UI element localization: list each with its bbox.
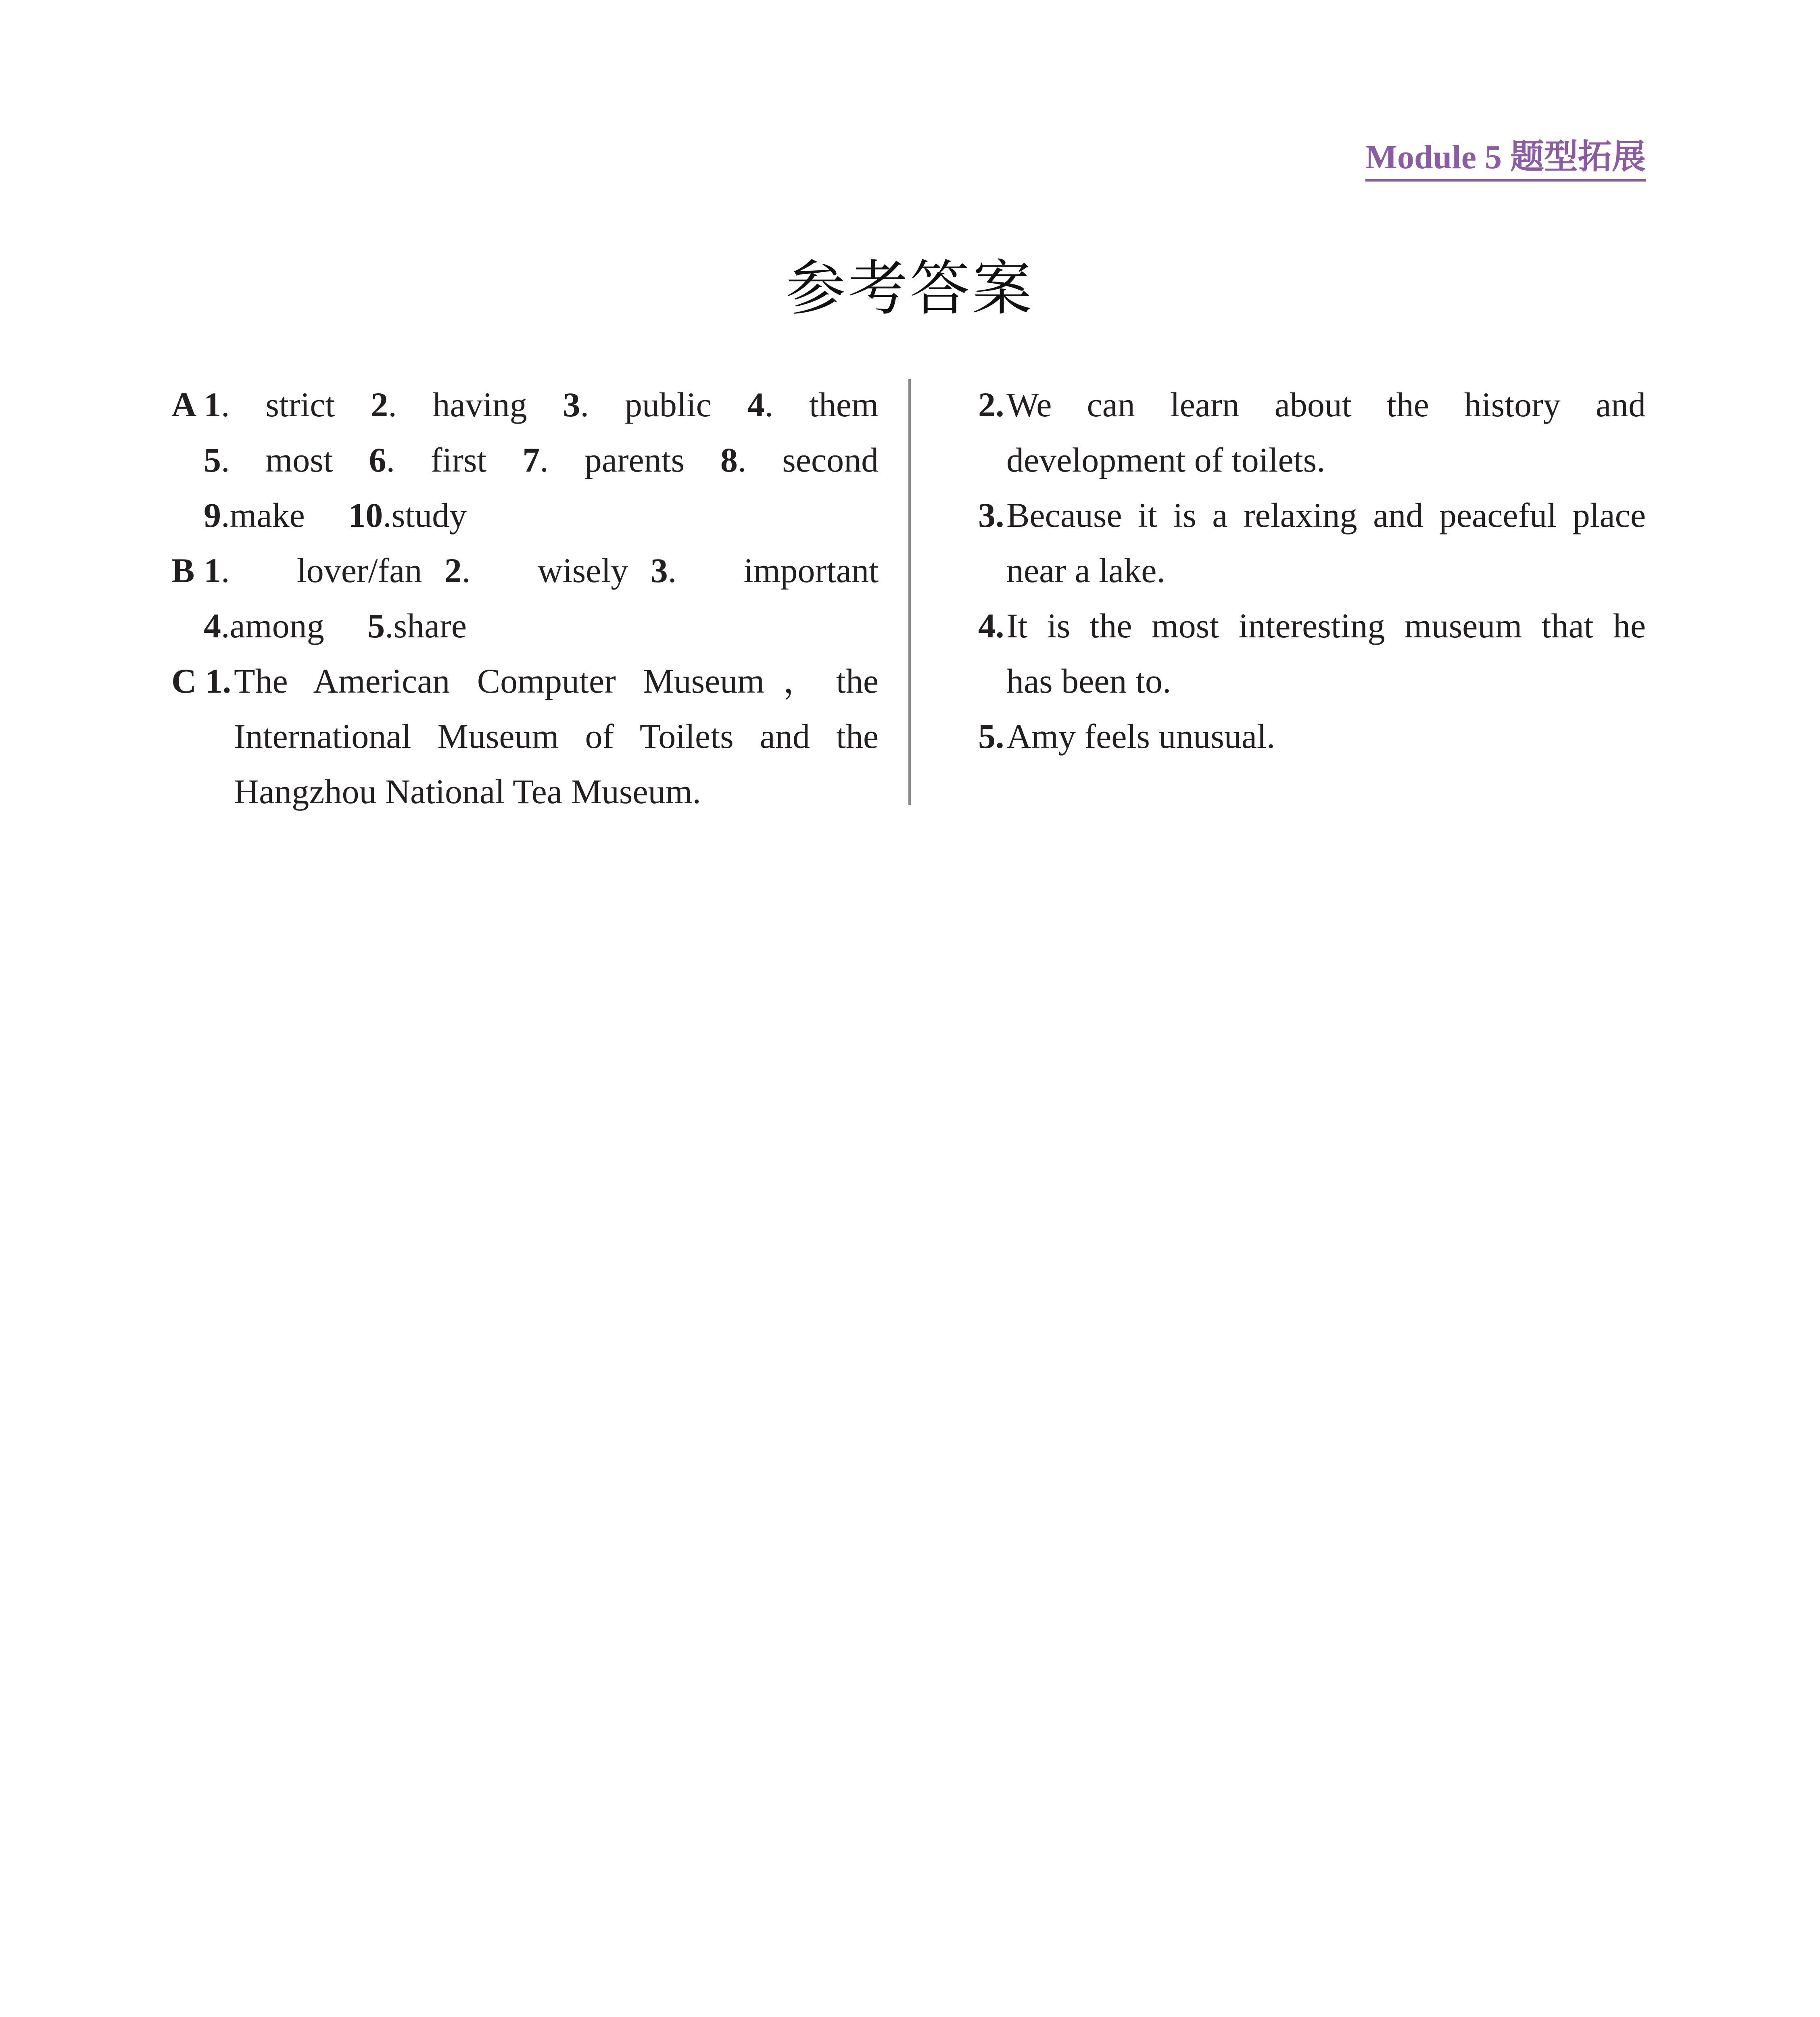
- module-label: Module 5 题型拓展: [1365, 137, 1646, 182]
- answer-item: 9.make: [204, 496, 305, 535]
- section-c-line-2: International Museum of Toilets and the: [234, 717, 879, 756]
- item-number: 3.: [978, 496, 1004, 535]
- section-a-line-3: [171, 488, 879, 543]
- answer-item: 6. first: [369, 441, 487, 479]
- answer-item: 2. having: [371, 385, 527, 424]
- section-a-line-2: [171, 432, 879, 488]
- left-column: [171, 377, 879, 819]
- answer-item: 1. strict: [204, 385, 335, 424]
- section-c-item-5-line-1: 5. Amy feels unusual.: [978, 709, 1646, 764]
- section-c-item-3-line-1: 3. Because it is a relaxing and peaceful place: [978, 488, 1646, 543]
- answer-item: 4. them: [747, 385, 879, 424]
- item-number: 2.: [978, 385, 1004, 424]
- page-title: 参考答案: [786, 254, 1034, 323]
- section-b-label: B: [171, 551, 195, 590]
- item-number: 5.: [978, 717, 1004, 756]
- section-c-item-2-line-2: development of toilets.: [1006, 441, 1325, 479]
- section-a-line-1: [171, 377, 879, 432]
- right-column: [978, 377, 1646, 764]
- section-c-line-1: C 1. The American Computer Museum，the: [171, 654, 879, 709]
- answer-item: 5.share: [367, 606, 467, 645]
- section-c-item-4-line-2: has been to.: [1006, 662, 1171, 700]
- answer-item: 1. lover/fan: [204, 551, 422, 590]
- section-b-line-2: [171, 598, 879, 654]
- answer-item: 4.among: [204, 606, 324, 645]
- answer-item: 3. public: [563, 385, 712, 424]
- section-b-line-1: [171, 543, 879, 598]
- answer-item: 2. wisely: [444, 551, 628, 590]
- section-c-item-2-line-1: 2. We can learn about the history and: [978, 377, 1646, 432]
- section-c-line-3: Hangzhou National Tea Museum.: [234, 772, 701, 811]
- answer-item: 3. important: [650, 551, 879, 590]
- item-number: 4.: [978, 606, 1004, 645]
- answer-item: 8. second: [720, 441, 879, 479]
- column-divider: [908, 379, 911, 805]
- section-c-item-4-line-1: 4. It is the most interesting museum that he: [978, 598, 1646, 654]
- section-c-label: C 1.: [171, 662, 232, 700]
- section-a-label: A: [171, 385, 197, 424]
- answer-item: 7. parents: [522, 441, 685, 479]
- page-header: [1307, 137, 1646, 186]
- answer-item: 10.study: [348, 496, 467, 535]
- answer-item: 5. most: [204, 441, 333, 479]
- section-c-item-3-line-2: near a lake.: [1006, 551, 1165, 590]
